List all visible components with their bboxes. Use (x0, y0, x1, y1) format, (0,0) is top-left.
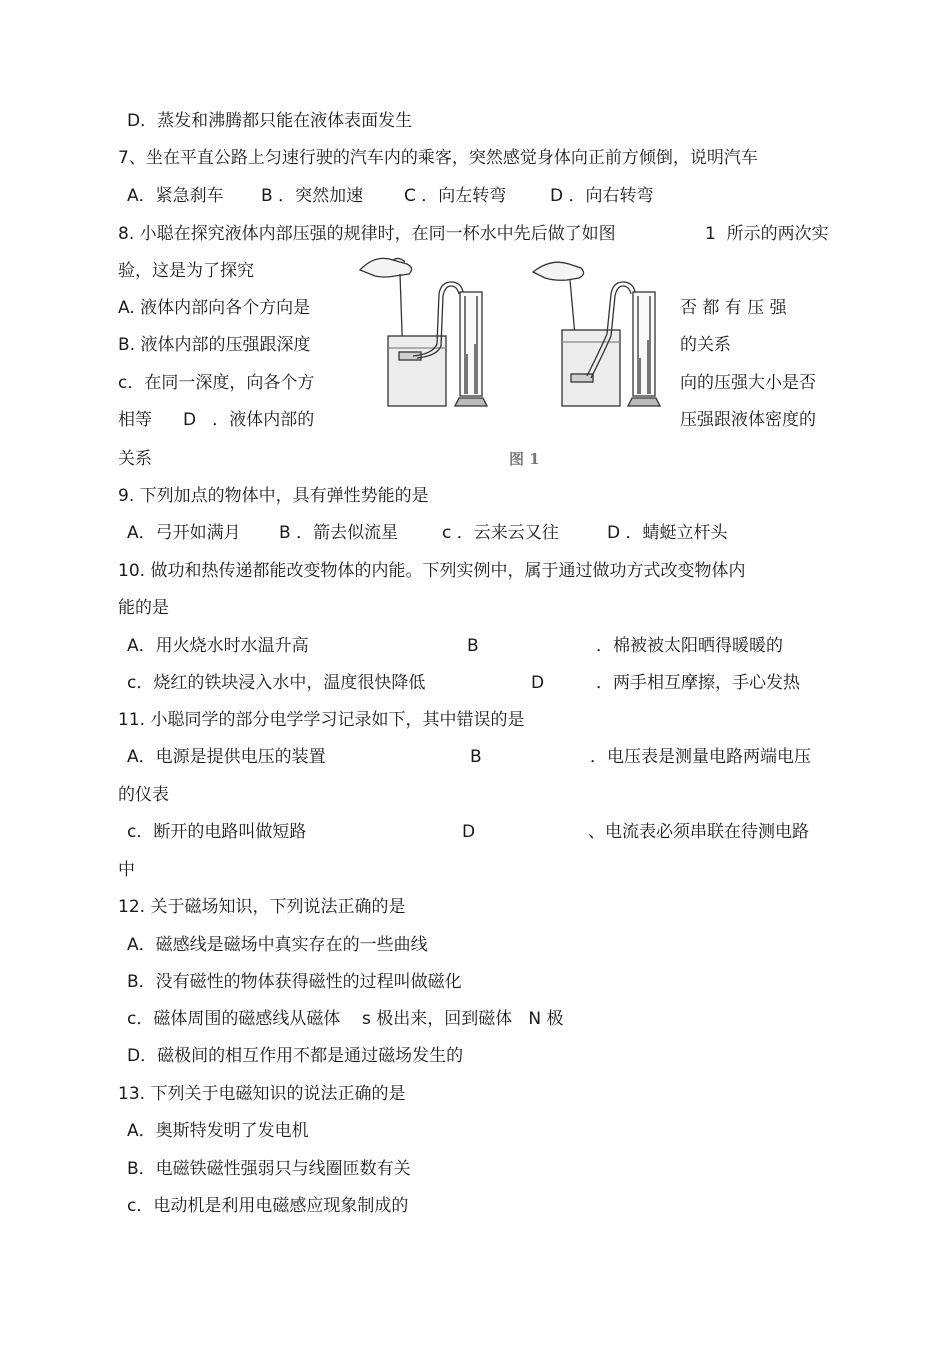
option-13c: c．电动机是利用电磁感应现象制成的 (127, 1196, 409, 1216)
option-11b: ．电压表是测量电路两端电压 (590, 747, 811, 767)
hand-right (533, 262, 584, 280)
option-12a: A．磁感线是磁场中真实存在的一些曲线 (127, 935, 428, 955)
question-11: 11. 小聪同学的部分电学学习记录如下，其中错误的是 (118, 710, 525, 730)
option-8b-right: 的关系 (680, 335, 731, 355)
option-8a-left: A. 液体内部向各个方向是 (118, 298, 311, 318)
option-11d-end: 中 (118, 860, 135, 880)
option-10c: c．烧红的铁块浸入水中，温度很快降低 (127, 673, 426, 693)
option-10a: A．用火烧水时水温升高 (127, 636, 309, 656)
question-10-line1: 10. 做功和热传递都能改变物体的内能。下列实例中，属于通过做功方式改变物体内 (118, 561, 746, 581)
option-8d-right: 压强跟液体密度的 (680, 410, 816, 430)
option-11d: 、电流表必须串联在待测电路 (588, 822, 809, 842)
option-9b: B ．箭去似流星 (279, 523, 399, 543)
figure-1-pressure-experiment (355, 248, 675, 428)
manometer-left (460, 292, 482, 396)
option-7b: B ．突然加速 (261, 186, 364, 206)
option-8c-end: 相等 (118, 410, 152, 430)
option-12b: B．没有磁性的物体获得磁性的过程叫做磁化 (127, 972, 462, 992)
option-8b-left: B. 液体内部的压强跟深度 (118, 335, 311, 355)
question-8-line1: 8. 小聪在探究液体内部压强的规律时，在同一杯水中先后做了如图 (118, 224, 616, 244)
option-8d-end: 关系 (118, 449, 152, 469)
option-13a: A．奥斯特发明了发电机 (127, 1121, 309, 1141)
option-7d: D ．向右转弯 (550, 186, 654, 206)
option-7a: A．紧急刹车 (127, 186, 224, 206)
option-8c-left: c．在同一深度，向各个方 (118, 373, 315, 393)
option-8c-right: 向的压强大小是否 (680, 373, 816, 393)
option-11b-key: B (470, 747, 482, 767)
manometer-right (633, 292, 655, 396)
option-8d-left: D ．液体内部的 (183, 410, 315, 430)
question-10-line2: 能的是 (118, 598, 169, 618)
option-9d: D ．蜻蜓立杆头 (607, 523, 728, 543)
option-10b: ．棉被被太阳晒得暖暖的 (596, 636, 783, 656)
option-11a: A．电源是提供电压的装置 (127, 747, 326, 767)
option-12c: c．磁体周围的磁感线从磁体 s 极出来，回到磁体 N 极 (127, 1009, 564, 1029)
figure-1-caption: 图 1 (509, 450, 540, 468)
question-8-line2: 验，这是为了探究 (118, 261, 254, 281)
question-8-line1-end: 1 所示的两次实 (705, 224, 829, 244)
option-7c: C ．向左转弯 (404, 186, 507, 206)
option-10b-key: B (467, 636, 479, 656)
option-9a: A．弓开如满月 (127, 523, 241, 543)
question-13: 13. 下列关于电磁知识的说法正确的是 (118, 1084, 406, 1104)
beaker-left (388, 336, 446, 406)
option-9c: c ．云来云又往 (442, 523, 559, 543)
question-12: 12. 关于磁场知识，下列说法正确的是 (118, 897, 406, 917)
option-11c: c．断开的电路叫做短路 (127, 822, 307, 842)
question-9: 9. 下列加点的物体中，具有弹性势能的是 (118, 486, 429, 506)
option-11d-key: D (462, 822, 476, 842)
option-6d: D．蒸发和沸腾都只能在液体表面发生 (127, 111, 413, 131)
option-13b: B．电磁铁磁性强弱只与线圈匝数有关 (127, 1159, 411, 1179)
option-10d: ．两手相互摩擦，手心发热 (596, 673, 800, 693)
option-12d: D．磁极间的相互作用不都是通过磁场发生的 (127, 1046, 464, 1066)
option-8a-right: 否 都 有 压 强 (680, 298, 787, 318)
option-10d-key: D (531, 673, 545, 693)
option-11b-end: 的仪表 (118, 785, 169, 805)
question-7: 7、坐在平直公路上匀速行驶的汽车内的乘客，突然感觉身体向正前方倾倒，说明汽车 (118, 148, 758, 168)
